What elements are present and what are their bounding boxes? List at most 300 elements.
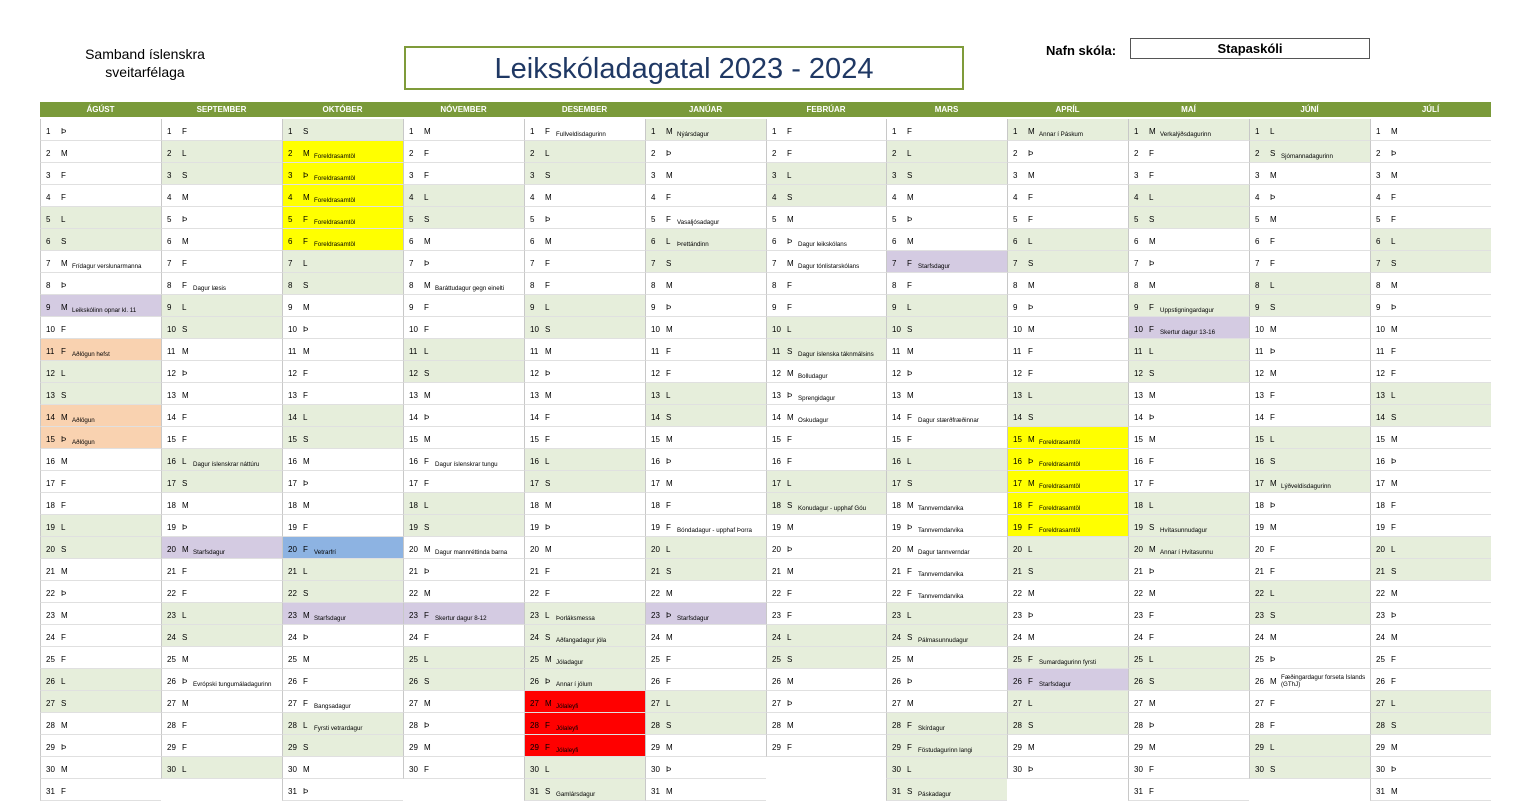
weekday-letter: L <box>1028 699 1033 708</box>
day-number: 14 <box>288 413 297 422</box>
day-cell <box>282 119 403 141</box>
day-note: Konudagur - upphaf Góu <box>798 505 867 512</box>
weekday-letter: S <box>666 259 672 268</box>
weekday-letter: F <box>1028 215 1033 224</box>
day-cell <box>1249 427 1370 449</box>
day-cell <box>1249 295 1370 317</box>
day-number: 11 <box>1013 347 1022 356</box>
weekday-letter: M <box>1391 171 1398 180</box>
weekday-letter: L <box>424 655 429 664</box>
day-note: Bolludagur <box>798 373 828 380</box>
day-cell <box>645 163 766 185</box>
day-cell <box>282 779 403 801</box>
day-cell <box>1249 515 1370 537</box>
day-number: 12 <box>530 369 539 378</box>
day-cell <box>645 647 766 669</box>
day-number: 22 <box>1255 589 1264 598</box>
weekday-letter: M <box>1149 435 1156 444</box>
weekday-letter: L <box>1149 347 1154 356</box>
day-cell <box>766 537 886 559</box>
weekday-letter: L <box>182 303 187 312</box>
day-cell <box>40 757 161 779</box>
day-cell <box>1128 317 1249 339</box>
day-number: 21 <box>530 567 539 576</box>
day-cell <box>766 471 886 493</box>
day-number: 25 <box>1013 655 1022 664</box>
month-header: JÚLÍ <box>1370 102 1491 117</box>
day-cell <box>1249 449 1370 471</box>
weekday-letter: S <box>1270 303 1276 312</box>
day-number: 23 <box>1013 611 1022 620</box>
day-cell <box>766 119 886 141</box>
day-cell <box>161 537 282 559</box>
day-cell <box>645 295 766 317</box>
day-cell <box>1128 185 1249 207</box>
day-cell <box>766 405 886 427</box>
day-number: 21 <box>1376 567 1385 576</box>
weekday-letter: F <box>1149 325 1154 334</box>
weekday-letter: M <box>545 193 552 202</box>
weekday-letter: M <box>907 545 914 554</box>
day-cell <box>645 471 766 493</box>
day-cell <box>1128 229 1249 251</box>
weekday-letter: M <box>1028 479 1035 488</box>
day-number: 5 <box>46 215 51 224</box>
day-number: 20 <box>1013 545 1022 554</box>
day-cell <box>161 735 282 757</box>
weekday-letter: M <box>303 765 310 774</box>
weekday-letter: M <box>424 435 431 444</box>
weekday-letter: M <box>907 655 914 664</box>
day-number: 3 <box>651 171 656 180</box>
day-number: 27 <box>1013 699 1022 708</box>
day-number: 13 <box>288 391 297 400</box>
day-note: Aðfangadagur jóla <box>556 637 607 644</box>
day-cell <box>1370 735 1491 757</box>
weekday-letter: L <box>787 325 792 334</box>
weekday-letter: Þ <box>182 677 188 686</box>
day-cell <box>403 185 524 207</box>
day-cell <box>403 317 524 339</box>
day-cell <box>282 603 403 625</box>
day-number: 22 <box>409 589 418 598</box>
day-cell <box>766 669 886 691</box>
day-number: 29 <box>1134 743 1143 752</box>
weekday-letter: M <box>182 501 189 510</box>
day-note: Frídagur verslunarmanna <box>72 263 142 270</box>
day-number: 27 <box>1255 699 1264 708</box>
weekday-letter: M <box>1149 391 1156 400</box>
weekday-letter: S <box>182 325 188 334</box>
weekday-letter: F <box>1391 347 1396 356</box>
weekday-letter: M <box>424 589 431 598</box>
day-number: 3 <box>1255 171 1260 180</box>
weekday-letter: L <box>182 765 187 774</box>
day-cell <box>524 515 645 537</box>
day-cell <box>161 493 282 515</box>
weekday-letter: M <box>907 501 914 510</box>
day-cell <box>886 493 1007 515</box>
weekday-letter: L <box>1270 127 1275 136</box>
day-number: 25 <box>288 655 297 664</box>
day-cell <box>766 581 886 603</box>
day-cell <box>1370 405 1491 427</box>
day-number: 17 <box>167 479 176 488</box>
weekday-letter: Þ <box>1391 149 1397 158</box>
calendar-grid <box>40 102 1491 802</box>
weekday-letter: F <box>666 369 671 378</box>
weekday-letter: L <box>907 765 912 774</box>
day-cell <box>886 273 1007 295</box>
weekday-letter: S <box>787 347 793 356</box>
day-cell <box>1370 229 1491 251</box>
weekday-letter: F <box>787 611 792 620</box>
day-number: 25 <box>409 655 418 664</box>
weekday-letter: Þ <box>1028 149 1034 158</box>
day-note: Annar í jólum <box>556 681 593 688</box>
day-number: 18 <box>1255 501 1264 510</box>
weekday-letter: M <box>1391 589 1398 598</box>
day-cell <box>403 119 524 141</box>
weekday-letter: S <box>1391 721 1397 730</box>
day-cell <box>282 735 403 757</box>
day-cell <box>886 537 1007 559</box>
day-cell <box>403 339 524 361</box>
weekday-letter: S <box>61 699 67 708</box>
day-note: Þorláksmessa <box>556 615 595 622</box>
day-cell <box>524 669 645 691</box>
day-cell <box>282 317 403 339</box>
day-number: 22 <box>167 589 176 598</box>
day-number: 22 <box>46 589 55 598</box>
day-cell <box>282 405 403 427</box>
day-number: 28 <box>892 721 901 730</box>
weekday-letter: M <box>303 347 310 356</box>
day-number: 17 <box>288 479 297 488</box>
day-cell <box>766 449 886 471</box>
day-number: 13 <box>651 391 660 400</box>
weekday-letter: F <box>787 303 792 312</box>
day-cell <box>282 295 403 317</box>
day-number: 12 <box>288 369 297 378</box>
day-number: 10 <box>772 325 781 334</box>
day-number: 1 <box>530 127 535 136</box>
day-cell <box>886 735 1007 757</box>
weekday-letter: M <box>182 545 189 554</box>
day-cell <box>524 251 645 273</box>
weekday-letter: Þ <box>787 237 793 246</box>
day-number: 4 <box>1134 193 1139 202</box>
day-cell <box>886 515 1007 537</box>
weekday-letter: F <box>1391 369 1396 378</box>
day-number: 8 <box>892 281 897 290</box>
weekday-letter: S <box>907 787 913 796</box>
day-number: 10 <box>1255 325 1264 334</box>
weekday-letter: M <box>666 479 673 488</box>
day-number: 24 <box>1013 633 1022 642</box>
organization-line-2: sveitarfélaga <box>105 64 185 80</box>
weekday-letter: S <box>424 215 430 224</box>
weekday-letter: F <box>1028 523 1033 532</box>
day-number: 7 <box>46 259 51 268</box>
day-cell <box>766 185 886 207</box>
weekday-letter: F <box>1149 765 1154 774</box>
weekday-letter: M <box>1270 523 1277 532</box>
day-note: Dagur íslenskrar tungu <box>435 461 498 468</box>
day-number: 28 <box>288 721 297 730</box>
weekday-letter: F <box>303 215 308 224</box>
weekday-letter: F <box>1149 787 1154 796</box>
day-number: 7 <box>651 259 656 268</box>
day-cell <box>1128 471 1249 493</box>
day-cell <box>524 691 645 713</box>
weekday-letter: L <box>666 545 671 554</box>
weekday-letter: S <box>1149 677 1155 686</box>
day-number: 26 <box>46 677 55 686</box>
day-cell <box>1370 185 1491 207</box>
day-number: 18 <box>167 501 176 510</box>
day-cell <box>886 141 1007 163</box>
day-cell <box>886 119 1007 141</box>
weekday-letter: L <box>61 369 66 378</box>
day-number: 1 <box>288 127 293 136</box>
day-number: 17 <box>46 479 55 488</box>
day-cell <box>403 427 524 449</box>
weekday-letter: S <box>666 567 672 576</box>
day-number: 14 <box>530 413 539 422</box>
day-note: Sumardagurinn fyrsti <box>1039 659 1097 666</box>
day-number: 21 <box>409 567 418 576</box>
weekday-letter: F <box>907 567 912 576</box>
school-name-field[interactable]: Stapaskóli <box>1130 38 1370 59</box>
day-cell <box>1007 229 1128 251</box>
day-cell <box>524 625 645 647</box>
day-number: 21 <box>772 567 781 576</box>
day-number: 3 <box>1376 171 1381 180</box>
day-number: 15 <box>772 435 781 444</box>
day-number: 15 <box>409 435 418 444</box>
day-number: 17 <box>651 479 660 488</box>
weekday-letter: Þ <box>182 369 188 378</box>
weekday-letter: F <box>182 567 187 576</box>
day-cell <box>645 757 766 779</box>
day-cell <box>524 757 645 779</box>
day-number: 31 <box>1376 787 1385 796</box>
day-cell <box>403 669 524 691</box>
weekday-letter: L <box>545 765 550 774</box>
day-cell <box>1370 163 1491 185</box>
day-number: 7 <box>530 259 535 268</box>
weekday-letter: F <box>182 721 187 730</box>
day-cell <box>403 603 524 625</box>
day-number: 11 <box>530 347 539 356</box>
day-number: 13 <box>46 391 55 400</box>
day-cell <box>282 383 403 405</box>
weekday-letter: S <box>907 325 913 334</box>
weekday-letter: M <box>666 787 673 796</box>
day-number: 4 <box>167 193 172 202</box>
day-note: Aðlögun hefst <box>72 351 110 358</box>
day-number: 4 <box>1376 193 1381 202</box>
day-note: Foreldrasamtöl <box>1039 461 1081 468</box>
day-cell <box>766 603 886 625</box>
day-cell <box>766 339 886 361</box>
day-number: 13 <box>1134 391 1143 400</box>
day-note: Annar í Páskum <box>1039 131 1084 138</box>
day-cell <box>886 449 1007 471</box>
day-cell <box>766 141 886 163</box>
weekday-letter: F <box>545 127 550 136</box>
weekday-letter: F <box>1270 237 1275 246</box>
weekday-letter: L <box>1149 193 1154 202</box>
weekday-letter: M <box>424 281 431 290</box>
day-number: 27 <box>1376 699 1385 708</box>
weekday-letter: M <box>787 721 794 730</box>
day-note: Dagur tannverndar <box>918 549 970 556</box>
day-number: 7 <box>167 259 172 268</box>
day-cell <box>161 581 282 603</box>
weekday-letter: L <box>1391 545 1396 554</box>
day-cell <box>403 691 524 713</box>
day-note: Annar í Hvítasunnu <box>1160 549 1213 556</box>
day-number: 5 <box>892 215 897 224</box>
day-cell <box>1128 339 1249 361</box>
weekday-letter: Þ <box>907 215 913 224</box>
weekday-letter: M <box>303 501 310 510</box>
day-cell <box>161 471 282 493</box>
weekday-letter: Þ <box>907 677 913 686</box>
weekday-letter: M <box>1028 325 1035 334</box>
day-cell <box>40 735 161 757</box>
day-cell <box>886 669 1007 691</box>
day-note: Fyrsti vetrardagur <box>314 725 363 732</box>
day-number: 10 <box>1134 325 1143 334</box>
day-cell <box>524 647 645 669</box>
weekday-letter: S <box>1028 721 1034 730</box>
weekday-letter: F <box>182 413 187 422</box>
weekday-letter: L <box>1149 501 1154 510</box>
weekday-letter: F <box>1391 677 1396 686</box>
weekday-letter: M <box>907 237 914 246</box>
weekday-letter: S <box>303 127 309 136</box>
weekday-letter: M <box>1149 545 1156 554</box>
weekday-letter: M <box>666 633 673 642</box>
day-number: 30 <box>288 765 297 774</box>
day-number: 16 <box>1013 457 1022 466</box>
day-cell <box>161 449 282 471</box>
day-number: 15 <box>46 435 55 444</box>
day-cell <box>161 647 282 669</box>
day-cell <box>766 515 886 537</box>
weekday-letter: Þ <box>1270 501 1276 510</box>
weekday-letter: Þ <box>1391 457 1397 466</box>
day-cell <box>1007 273 1128 295</box>
day-cell <box>1370 251 1491 273</box>
day-cell <box>886 757 1007 779</box>
day-cell <box>282 691 403 713</box>
day-number: 15 <box>1134 435 1143 444</box>
weekday-letter: F <box>424 633 429 642</box>
weekday-letter: L <box>1391 391 1396 400</box>
day-note: Lýðveldisdagurinn <box>1281 483 1331 490</box>
weekday-letter: M <box>787 413 794 422</box>
day-cell <box>403 713 524 735</box>
weekday-letter: F <box>545 413 550 422</box>
weekday-letter: S <box>424 523 430 532</box>
day-number: 28 <box>651 721 660 730</box>
weekday-letter: M <box>1028 281 1035 290</box>
weekday-letter: S <box>182 633 188 642</box>
day-cell <box>161 273 282 295</box>
day-cell <box>645 207 766 229</box>
day-cell <box>1128 383 1249 405</box>
weekday-letter: M <box>545 347 552 356</box>
weekday-letter: Þ <box>666 765 672 774</box>
weekday-letter: L <box>1028 545 1033 554</box>
day-cell <box>524 141 645 163</box>
day-number: 13 <box>1255 391 1264 400</box>
day-cell <box>282 273 403 295</box>
weekday-letter: S <box>303 589 309 598</box>
day-note: Dagur tónlistarskólans <box>798 263 860 270</box>
day-cell <box>645 537 766 559</box>
weekday-letter: M <box>1149 237 1156 246</box>
day-number: 20 <box>167 545 176 554</box>
weekday-letter: F <box>1149 303 1154 312</box>
weekday-letter: M <box>1391 633 1398 642</box>
day-cell <box>766 383 886 405</box>
weekday-letter: M <box>182 699 189 708</box>
weekday-letter: Þ <box>666 611 672 620</box>
day-number: 21 <box>1134 567 1143 576</box>
day-number: 11 <box>772 347 781 356</box>
day-cell <box>524 361 645 383</box>
weekday-letter: F <box>545 281 550 290</box>
weekday-letter: F <box>1391 655 1396 664</box>
day-cell <box>766 559 886 581</box>
weekday-letter: M <box>182 655 189 664</box>
weekday-letter: M <box>1149 127 1156 136</box>
day-cell <box>1370 207 1491 229</box>
weekday-letter: L <box>545 149 550 158</box>
weekday-letter: F <box>1270 413 1275 422</box>
day-cell <box>40 251 161 273</box>
weekday-letter: M <box>1149 743 1156 752</box>
weekday-letter: F <box>1391 523 1396 532</box>
day-cell <box>645 515 766 537</box>
day-number: 25 <box>1134 655 1143 664</box>
day-number: 5 <box>409 215 414 224</box>
day-number: 9 <box>892 303 897 312</box>
weekday-letter: Þ <box>1391 611 1397 620</box>
day-cell <box>886 625 1007 647</box>
day-number: 23 <box>409 611 418 620</box>
day-cell <box>1370 493 1491 515</box>
day-note: Starfsdagur <box>1039 681 1071 688</box>
day-cell <box>40 471 161 493</box>
day-cell <box>524 449 645 471</box>
day-number: 21 <box>288 567 297 576</box>
day-cell <box>886 163 1007 185</box>
weekday-letter: F <box>545 567 550 576</box>
day-number: 6 <box>892 237 897 246</box>
day-note: Þrettándinn <box>677 241 709 248</box>
day-cell <box>1249 163 1370 185</box>
day-cell <box>161 383 282 405</box>
day-cell <box>1007 471 1128 493</box>
day-number: 5 <box>1013 215 1018 224</box>
day-cell <box>403 515 524 537</box>
